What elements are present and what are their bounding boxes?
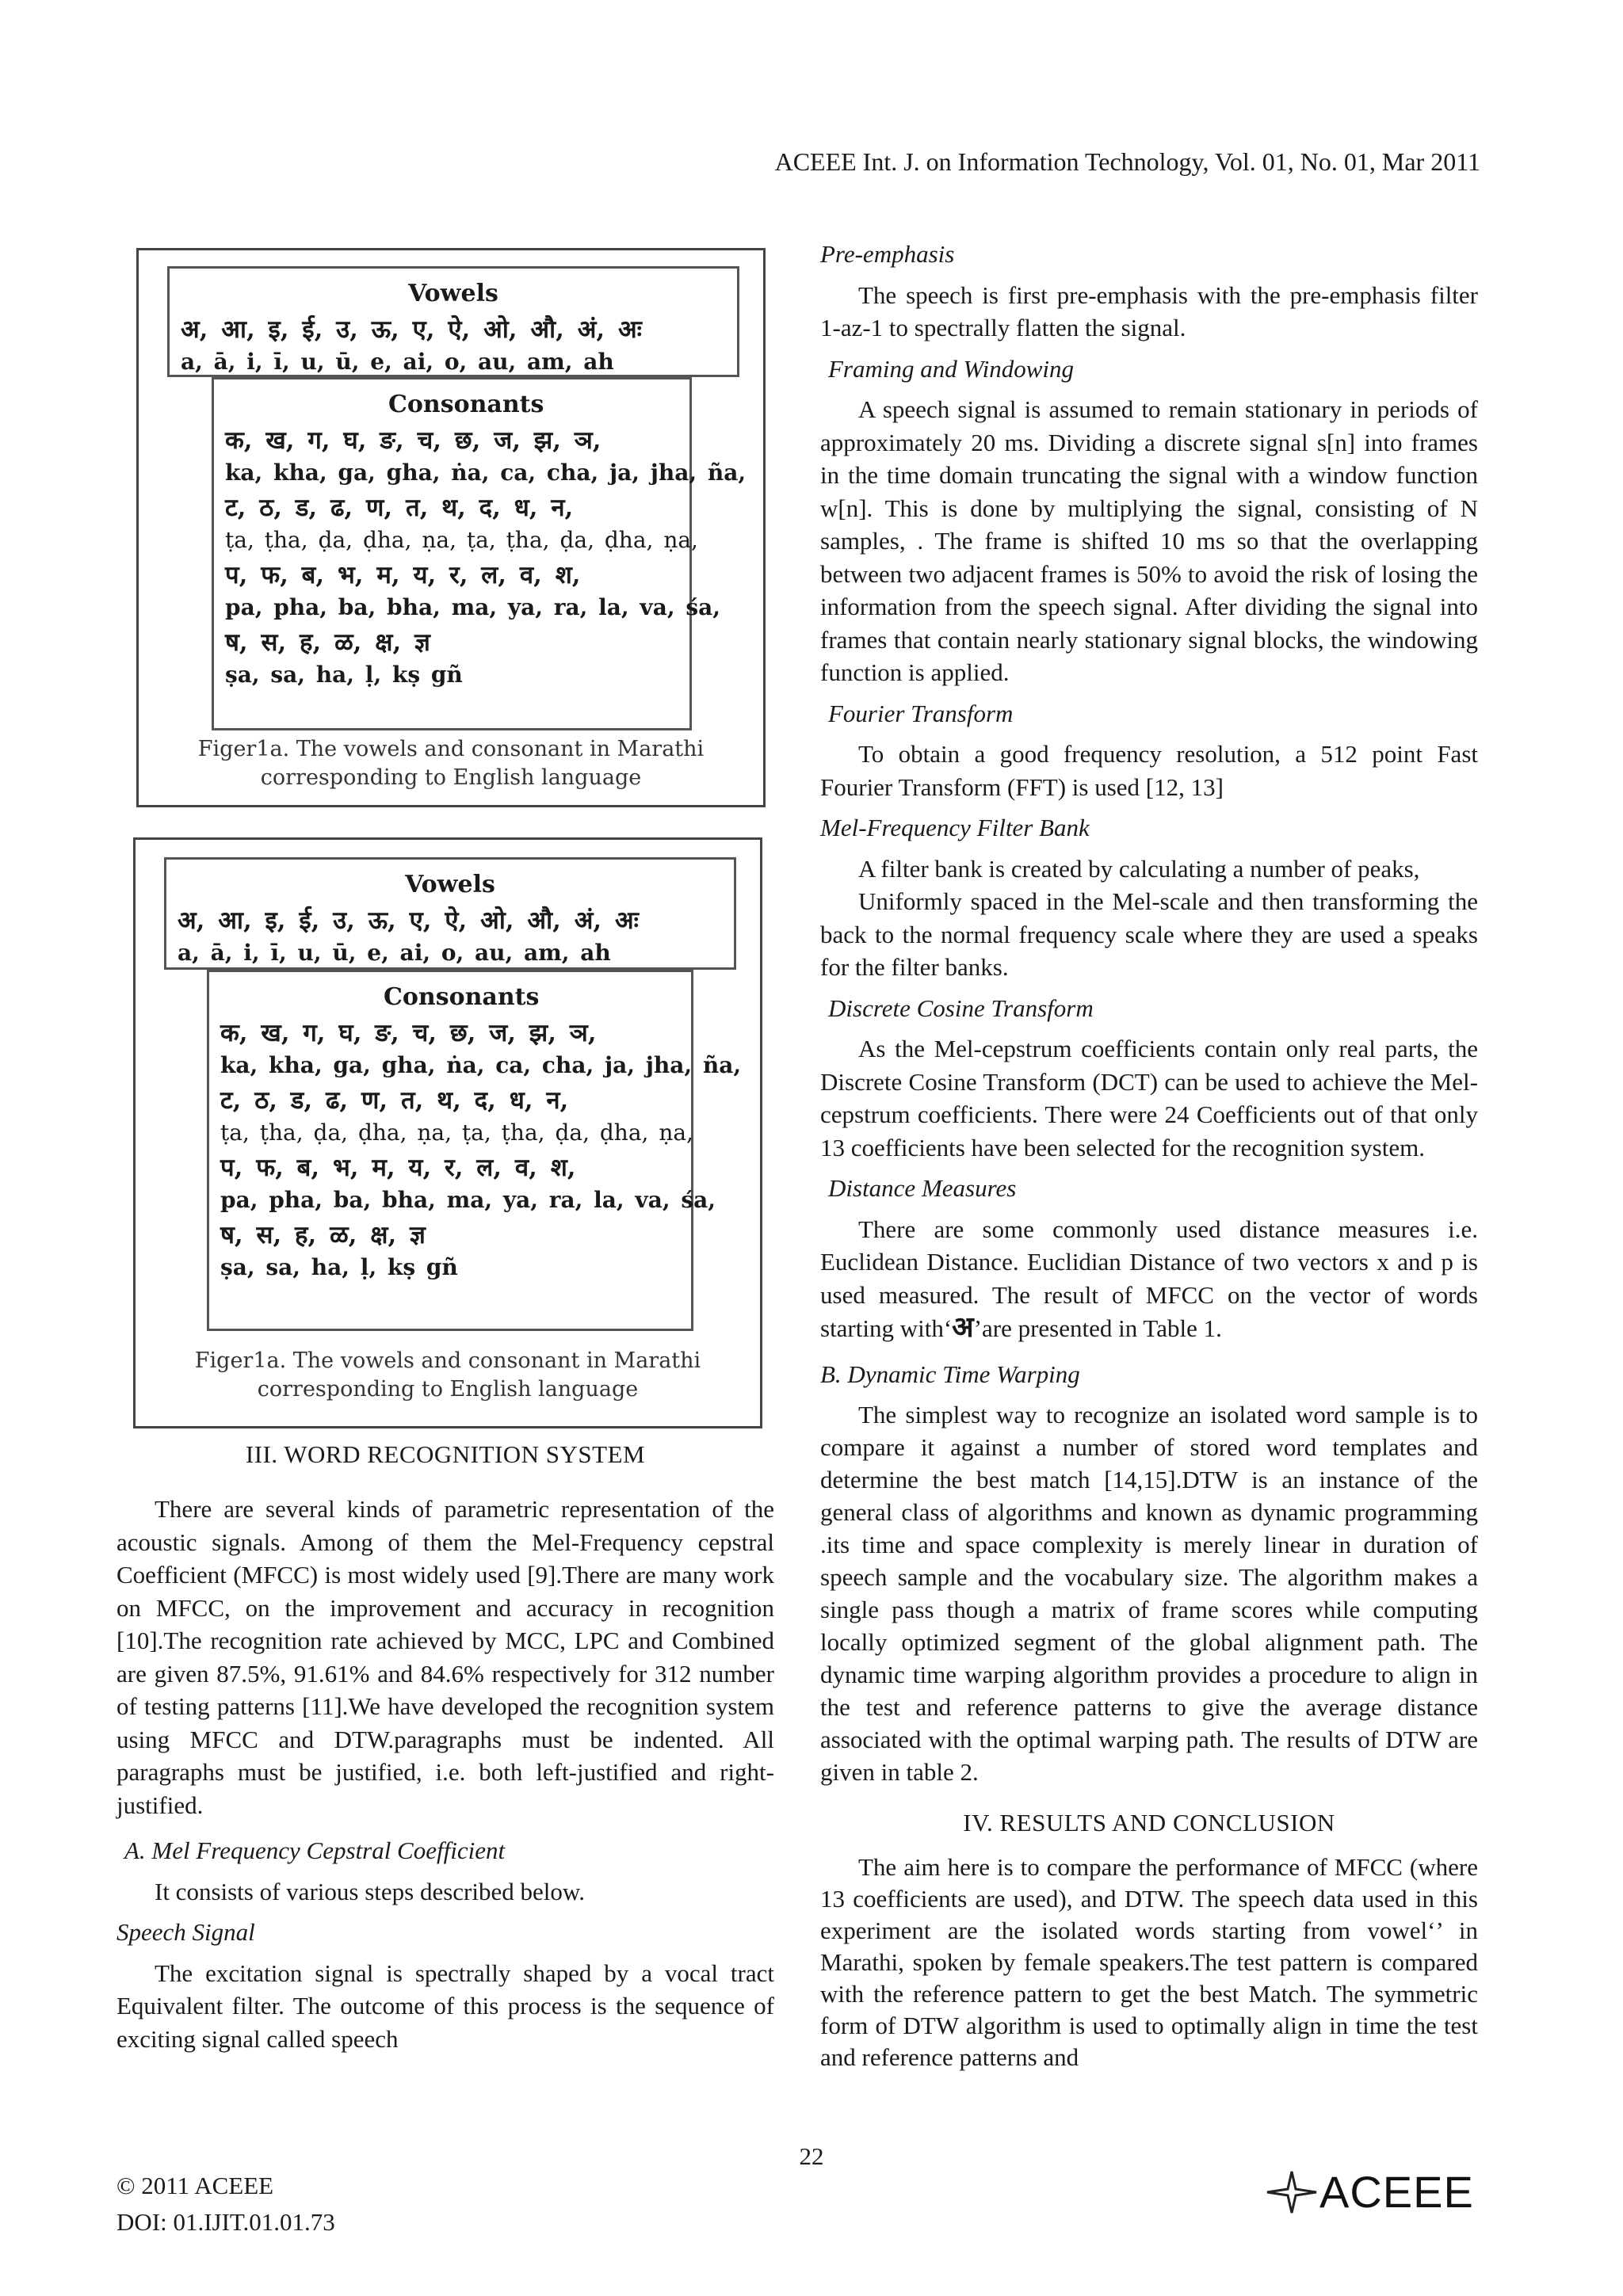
consonant-row: क, ख, ग, घ, ङ, च, छ, ज, झ, ञ,: [220, 1019, 597, 1047]
consonant-row: pa, pha, ba, bha, ma, ya, ra, la, va, śa,: [220, 1187, 716, 1213]
caption-line: Figer1a. The vowels and consonant in Marathi: [197, 737, 705, 761]
framing-paragraph: A speech signal is assumed to remain stationary in periods of approximately 20 ms. Dividing a discrete signal s[n] into frames in the time domain truncating the signal with a window function w[n]. This is done by multiplying the signal, consisting of N samples, . The frame is shifted 10 ms so that the overlapping between two adjacent frames is 50% to avoid the risk of losing the information from the speech signal. After dividing the signal into frames that contain nearly stationary signal blocks, the windowing function is applied.: [820, 395, 1478, 686]
doi: DOI: 01.IJIT.01.01.73: [116, 2208, 335, 2236]
consonant-row: ष, स, ह, ळ, क्ष, ज्ञ: [220, 1221, 426, 1249]
subsection-a-paragraph: It consists of various steps described below.: [155, 1877, 585, 1905]
consonant-row: ट, ठ, ड, ढ, ण, त, थ, द, ध, न,: [220, 1086, 569, 1115]
mel-filter-bank-paragraph-1: A filter bank is created by calculating a number of peaks,: [858, 854, 1420, 883]
distance-title: Distance Measures: [828, 1174, 1017, 1202]
figure-2-vowels-box: [164, 857, 736, 970]
figure-1-caption: [139, 735, 763, 792]
figure-2: [133, 837, 762, 1428]
section-3-title: III. WORD RECOGNITION SYSTEM: [245, 1440, 646, 1468]
consonant-row: क, ख, ग, घ, ङ, च, छ, ज, झ, ञ,: [225, 426, 601, 455]
vowels-latin: a, ā, i, ī, u, ū, e, ai, o, au, am, ah: [178, 940, 611, 966]
star-logo-icon: [1264, 2168, 1319, 2216]
dtw-paragraph: The simplest way to recognize an isolated word sample is to compare it against a number of stored word templates and determine the best match [14,15].DTW is an instance of the general class of algorithms and known as dynamic programming .its time and space complexity is merely linear in duration of speech sample and the vocabulary size. The algorithm makes a single pass though a matrix of frame scores while computing locally optimized segment of the global alignment path. The dynamic time warping algorithm provides a procedure to align in the test and reference patterns to give the average distance associated with the optimal warping path. The results of DTW are given in table 2.: [820, 1401, 1478, 1786]
left-column: [116, 1440, 774, 2055]
consonant-row: ṭa, ṭha, ḍa, ḍha, ṇa, ṭa, ṭha, ḍa, ḍha, ṇa,: [225, 527, 698, 553]
consonant-row: ṣa, sa, ha, ḷ, kṣ gñ: [225, 662, 463, 688]
caption-line: corresponding to English language: [260, 765, 642, 790]
copyright: © 2011 ACEEE: [116, 2172, 274, 2199]
distance-text-a: There are some commonly used distance measures i.e. Euclidean Distance. Euclidian Distance of two vectors x and p is used measured. The result of MFCC on the vector of words starting with‘: [820, 1215, 1478, 1342]
consonant-row: pa, pha, ba, bha, ma, ya, ra, la, va, śa,: [225, 594, 720, 620]
caption-line: corresponding to English language: [257, 1377, 639, 1402]
consonants-title: Consonants: [388, 391, 544, 418]
figure-2-consonants-box: [207, 970, 742, 1331]
consonant-row: ṭa, ṭha, ḍa, ḍha, ṇa, ṭa, ṭha, ḍa, ḍha, ṇa,: [220, 1119, 693, 1146]
consonants-title: Consonants: [384, 983, 540, 1011]
mel-filter-bank-title: Mel-Frequency Filter Bank: [820, 814, 1090, 841]
consonant-row: प, फ, ब, भ, म, य, र, ल, व, श,: [225, 561, 581, 589]
section-4-title: IV. RESULTS AND CONCLUSION: [963, 1809, 1335, 1836]
figure-1: [136, 248, 766, 807]
speech-signal-paragraph: The excitation signal is spectrally shaped by a vocal tract Equivalent filter. The outcome of this process is the sequence of exciting signal called speech: [116, 1958, 774, 2053]
fourier-paragraph: To obtain a good frequency resolution, a 512 point Fast Fourier Transform (FFT) is used [12, 13]: [820, 740, 1478, 801]
figure-1-consonants-box: [212, 377, 747, 730]
vowels-title: Vowels: [405, 871, 495, 898]
logo-text: ACEEE: [1319, 2167, 1474, 2217]
distance-text-b: ’are presented in Table 1.: [973, 1314, 1222, 1342]
aceee-logo: [1264, 2166, 1474, 2218]
vowels-devanagari: अ, आ, इ, ई, उ, ऊ, ए, ऐ, ओ, औ, अं, अः: [178, 906, 639, 935]
framing-title: Framing and Windowing: [828, 354, 1075, 383]
consonant-row: ṣa, sa, ha, ḷ, kṣ gñ: [220, 1254, 458, 1280]
consonant-row: ka, kha, ga, gha, ṅa, ca, cha, ja, jha, ña,: [220, 1052, 742, 1078]
consonant-row: ष, स, ह, ळ, क्ष, ज्ञ: [225, 628, 430, 657]
section-3-paragraph: There are several kinds of parametric representation of the acoustic signals. Among of them the Mel-Frequency cepstral Coefficient (MFCC) is most widely used [9].There are many work on MFCC, on the improvement and accuracy in recognition [10].The recognition rate achieved by MCC, LPC and Combined are given 87.5%, 91.61% and 84.6% respectively for 312 number of testing patterns [11].We have developed the recognition system using MFCC and DTW.paragraphs must be indented. All paragraphs must be justified, i.e. both left-justified and right-justified.: [116, 1495, 774, 1819]
figure-2-caption: [136, 1347, 760, 1404]
footer-info: [116, 2168, 335, 2241]
consonant-row: ka, kha, ga, gha, ṅa, ca, cha, ja, jha, ña,: [225, 460, 747, 486]
vowels-latin: a, ā, i, ī, u, ū, e, ai, o, au, am, ah: [181, 349, 614, 375]
devanagari-a-glyph: अ: [952, 1311, 974, 1343]
fourier-title: Fourier Transform: [828, 699, 1014, 727]
preemphasis-paragraph: The speech is first pre-emphasis with the pre-emphasis filter 1-az-1 to spectrally flatten the signal.: [820, 280, 1478, 341]
running-header: ACEEE Int. J. on Information Technology, Vol. 01, No. 01, Mar 2011: [774, 147, 1480, 176]
page-number: 22: [799, 2142, 824, 2170]
dct-paragraph: As the Mel-cepstrum coefficients contain only real parts, the Discrete Cosine Transform (DCT) can be used to achieve the Mel- cepstrum coefficients. There were 24 Coefficients out of that only 13 coefficients have been selected for the recognition system.: [820, 1035, 1478, 1161]
dct-title: Discrete Cosine Transform: [828, 994, 1094, 1022]
consonant-row: ट, ठ, ड, ढ, ण, त, थ, द, ध, न,: [225, 494, 574, 522]
dtw-title: B. Dynamic Time Warping: [820, 1360, 1080, 1388]
consonant-row: प, फ, ब, भ, म, य, र, ल, व, श,: [220, 1154, 576, 1182]
subsection-a-title: A. Mel Frequency Cepstral Coefficient: [124, 1836, 506, 1864]
figure-1-vowels-box: [167, 266, 739, 377]
vowels-title: Vowels: [408, 280, 498, 307]
right-column: [820, 238, 1478, 2073]
section-4-paragraph: The aim here is to compare the performance of MFCC (where 13 coefficients are used), and DTW. The speech data used in this experiment are the isolated words starting from vowel‘’ in Marathi, spoken by female speakers.The test pattern is compared with the reference pattern to get the best Match. The symmetric form of DTW algorithm is used to optimally align in time the test and reference patterns and: [820, 1853, 1478, 2071]
mel-filter-bank-paragraph-2: Uniformly spaced in the Mel-scale and then transforming the back to the normal frequency scale where they are used a speaks for the filter banks.: [820, 887, 1478, 981]
vowels-devanagari: अ, आ, इ, ई, उ, ऊ, ए, ऐ, ओ, औ, अं, अः: [181, 315, 642, 344]
preemphasis-title: Pre-emphasis: [820, 240, 955, 268]
speech-signal-title: Speech Signal: [116, 1918, 255, 1946]
caption-line: Figer1a. The vowels and consonant in Marathi: [194, 1348, 701, 1373]
distance-paragraph: [820, 1213, 1478, 1345]
